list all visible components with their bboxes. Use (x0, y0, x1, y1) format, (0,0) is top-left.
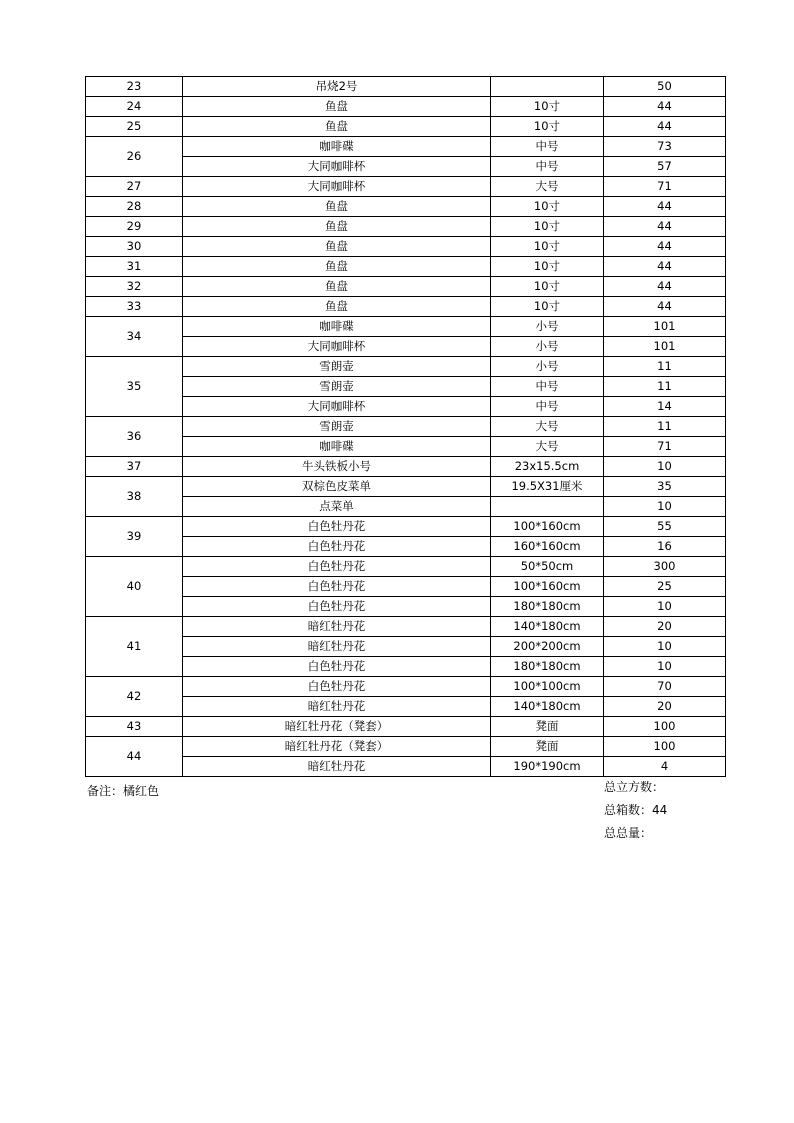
quantity-cell: 14 (604, 397, 726, 417)
spec-cell: 中号 (491, 397, 604, 417)
product-name-cell: 白色牡丹花 (183, 537, 491, 557)
quantity-cell: 11 (604, 377, 726, 397)
table-row (86, 677, 726, 697)
item-number-cell: 39 (86, 517, 183, 557)
item-number-cell: 40 (86, 557, 183, 617)
quantity-cell: 35 (604, 477, 726, 497)
item-number-cell: 31 (86, 257, 183, 277)
product-name-cell: 雪朗壶 (183, 417, 491, 437)
quantity-cell: 11 (604, 417, 726, 437)
spec-cell: 100*160cm (491, 577, 604, 597)
item-number-cell: 28 (86, 197, 183, 217)
quantity-cell: 100 (604, 717, 726, 737)
spec-cell: 小号 (491, 357, 604, 377)
quantity-cell: 10 (604, 597, 726, 617)
spec-cell: 大号 (491, 417, 604, 437)
product-name-cell: 白色牡丹花 (183, 577, 491, 597)
table-row (86, 717, 726, 737)
item-number-cell: 29 (86, 217, 183, 237)
table-row (86, 477, 726, 497)
spec-cell: 200*200cm (491, 637, 604, 657)
spec-cell: 10寸 (491, 257, 604, 277)
product-name-cell: 大同咖啡杯 (183, 397, 491, 417)
quantity-cell: 70 (604, 677, 726, 697)
spec-cell: 大号 (491, 437, 604, 457)
product-name-cell: 鱼盘 (183, 97, 491, 117)
spec-cell: 凳面 (491, 737, 604, 757)
quantity-cell: 101 (604, 317, 726, 337)
item-number-cell: 43 (86, 717, 183, 737)
table-row (86, 77, 726, 97)
product-name-cell: 鱼盘 (183, 217, 491, 237)
product-name-cell: 雪朗壶 (183, 357, 491, 377)
product-name-cell: 暗红牡丹花 (183, 617, 491, 637)
item-number-cell: 32 (86, 277, 183, 297)
table-row (86, 617, 726, 637)
product-name-cell: 暗红牡丹花（凳套） (183, 717, 491, 737)
spec-cell: 190*190cm (491, 757, 604, 777)
table-row (86, 557, 726, 577)
quantity-cell: 20 (604, 697, 726, 717)
product-name-cell: 暗红牡丹花 (183, 697, 491, 717)
table-row (86, 177, 726, 197)
product-name-cell: 吊烧2号 (183, 77, 491, 97)
remarks-note: 备注：橘红色 (87, 784, 160, 798)
product-name-cell: 白色牡丹花 (183, 557, 491, 577)
item-number-cell: 25 (86, 117, 183, 137)
total-boxes: 总箱数：44 (604, 803, 668, 817)
table-row (86, 237, 726, 257)
product-name-cell: 暗红牡丹花 (183, 637, 491, 657)
product-name-cell: 大同咖啡杯 (183, 177, 491, 197)
spec-cell: 10寸 (491, 197, 604, 217)
item-number-cell: 26 (86, 137, 183, 177)
quantity-cell: 10 (604, 637, 726, 657)
product-name-cell: 暗红牡丹花（凳套） (183, 737, 491, 757)
product-name-cell: 白色牡丹花 (183, 677, 491, 697)
spec-cell: 180*180cm (491, 657, 604, 677)
table-row (86, 137, 726, 157)
item-number-cell: 30 (86, 237, 183, 257)
product-name-cell: 鱼盘 (183, 297, 491, 317)
table-row (86, 97, 726, 117)
item-number-cell: 37 (86, 457, 183, 477)
table-row (86, 277, 726, 297)
table-row (86, 417, 726, 437)
item-number-cell: 44 (86, 737, 183, 777)
table-row (86, 457, 726, 477)
quantity-cell: 10 (604, 657, 726, 677)
spec-cell: 中号 (491, 157, 604, 177)
totals-block (604, 778, 667, 847)
quantity-cell: 44 (604, 197, 726, 217)
table-row (86, 317, 726, 337)
item-number-cell: 34 (86, 317, 183, 357)
quantity-cell: 4 (604, 757, 726, 777)
product-name-cell: 咖啡碟 (183, 137, 491, 157)
spec-cell: 23x15.5cm (491, 457, 604, 477)
table-row (86, 197, 726, 217)
spec-cell: 50*50cm (491, 557, 604, 577)
product-name-cell: 咖啡碟 (183, 317, 491, 337)
spec-cell: 10寸 (491, 97, 604, 117)
spec-cell: 140*180cm (491, 697, 604, 717)
quantity-cell: 44 (604, 237, 726, 257)
product-name-cell: 鱼盘 (183, 197, 491, 217)
quantity-cell: 16 (604, 537, 726, 557)
product-name-cell: 大同咖啡杯 (183, 157, 491, 177)
quantity-cell: 71 (604, 437, 726, 457)
quantity-cell: 44 (604, 277, 726, 297)
quantity-cell: 57 (604, 157, 726, 177)
product-name-cell: 白色牡丹花 (183, 597, 491, 617)
product-name-cell: 点菜单 (183, 497, 491, 517)
quantity-cell: 10 (604, 457, 726, 477)
spec-cell: 小号 (491, 337, 604, 357)
quantity-cell: 100 (604, 737, 726, 757)
table-row (86, 737, 726, 757)
quantity-cell: 44 (604, 97, 726, 117)
spec-cell: 19.5X31厘米 (491, 477, 604, 497)
product-name-cell: 鱼盘 (183, 257, 491, 277)
spec-cell: 10寸 (491, 217, 604, 237)
table-row (86, 117, 726, 137)
spec-cell: 10寸 (491, 117, 604, 137)
product-name-cell: 牛头铁板小号 (183, 457, 491, 477)
quantity-cell: 44 (604, 217, 726, 237)
item-number-cell: 24 (86, 97, 183, 117)
product-name-cell: 白色牡丹花 (183, 517, 491, 537)
packing-list-body (86, 77, 726, 777)
quantity-cell: 73 (604, 137, 726, 157)
product-name-cell: 双棕色皮菜单 (183, 477, 491, 497)
quantity-cell: 44 (604, 257, 726, 277)
spec-cell: 160*160cm (491, 537, 604, 557)
spec-cell (491, 77, 604, 97)
table-row (86, 217, 726, 237)
quantity-cell: 50 (604, 77, 726, 97)
quantity-cell: 44 (604, 297, 726, 317)
spec-cell: 100*160cm (491, 517, 604, 537)
spec-cell: 凳面 (491, 717, 604, 737)
item-number-cell: 23 (86, 77, 183, 97)
product-name-cell: 鱼盘 (183, 277, 491, 297)
spec-cell: 大号 (491, 177, 604, 197)
spec-cell: 10寸 (491, 277, 604, 297)
spec-cell: 180*180cm (491, 597, 604, 617)
spec-cell (491, 497, 604, 517)
quantity-cell: 20 (604, 617, 726, 637)
table-row (86, 357, 726, 377)
quantity-cell: 101 (604, 337, 726, 357)
packing-list-table (85, 76, 726, 777)
table-row (86, 257, 726, 277)
product-name-cell: 暗红牡丹花 (183, 757, 491, 777)
product-name-cell: 大同咖啡杯 (183, 337, 491, 357)
spec-cell: 中号 (491, 377, 604, 397)
table-row (86, 517, 726, 537)
spec-cell: 140*180cm (491, 617, 604, 637)
spec-cell: 10寸 (491, 297, 604, 317)
item-number-cell: 27 (86, 177, 183, 197)
item-number-cell: 36 (86, 417, 183, 457)
quantity-cell: 25 (604, 577, 726, 597)
table-row (86, 297, 726, 317)
item-number-cell: 42 (86, 677, 183, 717)
product-name-cell: 鱼盘 (183, 237, 491, 257)
quantity-cell: 11 (604, 357, 726, 377)
quantity-cell: 71 (604, 177, 726, 197)
product-name-cell: 雪朗壶 (183, 377, 491, 397)
spec-cell: 中号 (491, 137, 604, 157)
quantity-cell: 55 (604, 517, 726, 537)
spec-cell: 小号 (491, 317, 604, 337)
spec-cell: 10寸 (491, 237, 604, 257)
spec-cell: 100*100cm (491, 677, 604, 697)
item-number-cell: 38 (86, 477, 183, 517)
total-weight: 总总量： (604, 826, 653, 840)
quantity-cell: 44 (604, 117, 726, 137)
quantity-cell: 10 (604, 497, 726, 517)
item-number-cell: 33 (86, 297, 183, 317)
product-name-cell: 白色牡丹花 (183, 657, 491, 677)
item-number-cell: 41 (86, 617, 183, 677)
product-name-cell: 鱼盘 (183, 117, 491, 137)
quantity-cell: 300 (604, 557, 726, 577)
item-number-cell: 35 (86, 357, 183, 417)
total-volume: 总立方数： (604, 780, 665, 794)
product-name-cell: 咖啡碟 (183, 437, 491, 457)
